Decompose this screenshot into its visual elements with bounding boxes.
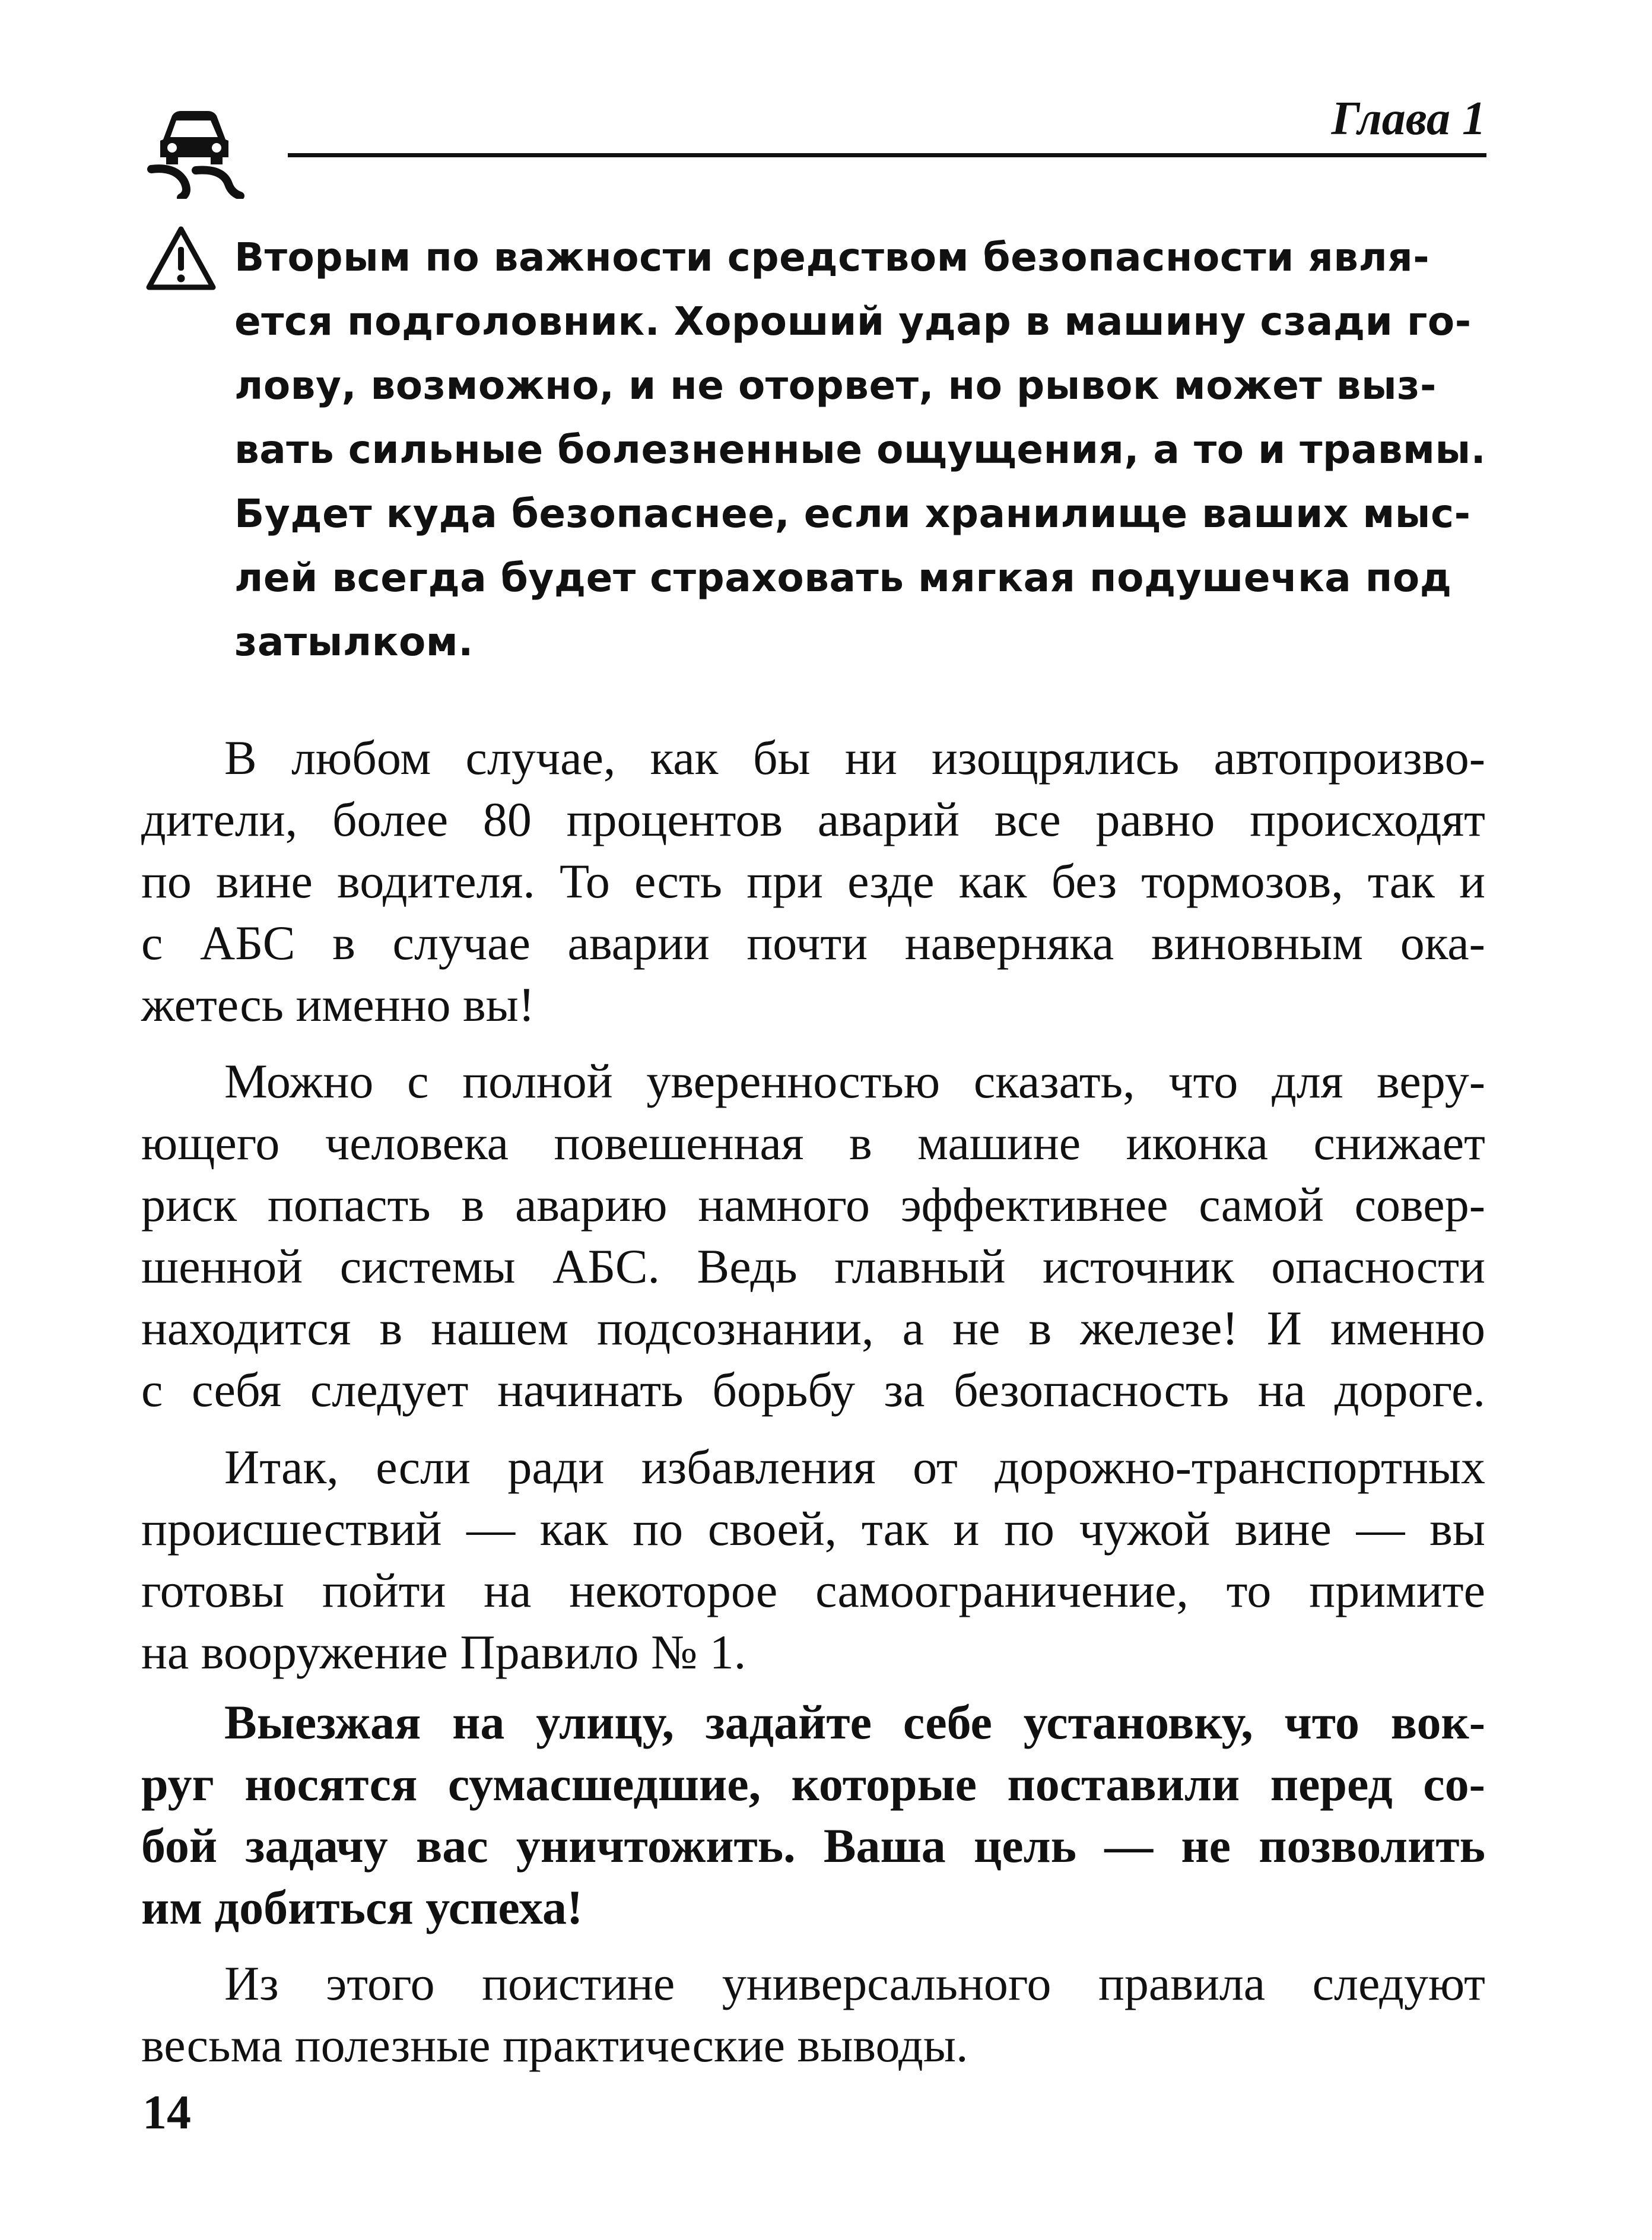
text-line: по вине водителя. То есть при езде как без тормозов, так и — [141, 854, 1485, 908]
text-line: с АБС в случае аварии почти наверняка виновным ока- — [141, 916, 1485, 970]
note-line: ется подголовник. Хороший удар в машину сзади го- — [234, 299, 1472, 344]
note-line: вать сильные болезненные ощущения, а то и травмы. — [234, 427, 1486, 472]
skidding-car-icon — [139, 98, 246, 199]
text-line: Из этого поистине универсального правила следуют — [224, 1956, 1485, 2010]
text-line: на вооружение Правило № 1. — [141, 1625, 746, 1679]
chapter-title: Глава 1 — [1331, 93, 1486, 145]
text-line: им добиться успеха! — [141, 1880, 583, 1934]
text-line: В любом случае, как бы ни изощрялись автопроизво- — [224, 731, 1485, 785]
header-rule — [288, 153, 1486, 157]
text-line: жетесь именно вы! — [141, 978, 535, 1032]
text-line: находится в нашем подсознании, а не в железе! И именно — [141, 1301, 1485, 1355]
note-line: Вторым по важности средством безопасности явля- — [234, 234, 1430, 280]
rule-paragraph — [141, 1692, 1485, 1938]
text-line: риск попасть в аварию намного эффективнее самой совер- — [141, 1178, 1485, 1232]
note-line: затылком. — [234, 619, 474, 665]
text-line: руг носятся сумасшедшие, которые поставили перед со- — [141, 1757, 1485, 1811]
text-line: с себя следует начинать борьбу за безопасность на дороге. — [141, 1363, 1485, 1417]
page-number: 14 — [142, 2085, 191, 2139]
paragraph — [141, 1051, 1485, 1421]
text-line: Можно с полной уверенностью сказать, что для веру- — [224, 1054, 1485, 1108]
note-line: Будет куда безопаснее, если хранилище ваших мыс- — [234, 491, 1471, 537]
warning-triangle-icon — [145, 226, 217, 291]
text-line: готовы пойти на некоторое самоограничение, то примите — [141, 1563, 1485, 1617]
text-line: Итак, если ради избавления от дорожно-транспортных — [224, 1440, 1485, 1494]
text-line: дители, более 80 процентов аварий все равно происходят — [141, 792, 1485, 846]
text-line: весьма полезные практические выводы. — [141, 2018, 968, 2072]
note-line: лову, возможно, и не оторвет, но рывок может выз- — [234, 363, 1437, 408]
text-line: Выезжая на улицу, задайте себе установку, что вок- — [224, 1695, 1485, 1749]
paragraph — [141, 1436, 1485, 1683]
note-line: лей всегда будет страховать мягкая подушечка под — [234, 555, 1452, 601]
text-line: бой задачу вас уничтожить. Ваша цель — не позволить — [141, 1819, 1485, 1873]
paragraph — [141, 1953, 1485, 2076]
warning-note — [234, 226, 1486, 674]
paragraph — [141, 727, 1485, 1036]
text-line: происшествий — как по своей, так и по чужой вине — вы — [141, 1502, 1485, 1556]
text-line: шенной системы АБС. Ведь главный источник опасности — [141, 1239, 1485, 1293]
text-line: ющего человека повешенная в машине иконка снижает — [141, 1116, 1485, 1170]
